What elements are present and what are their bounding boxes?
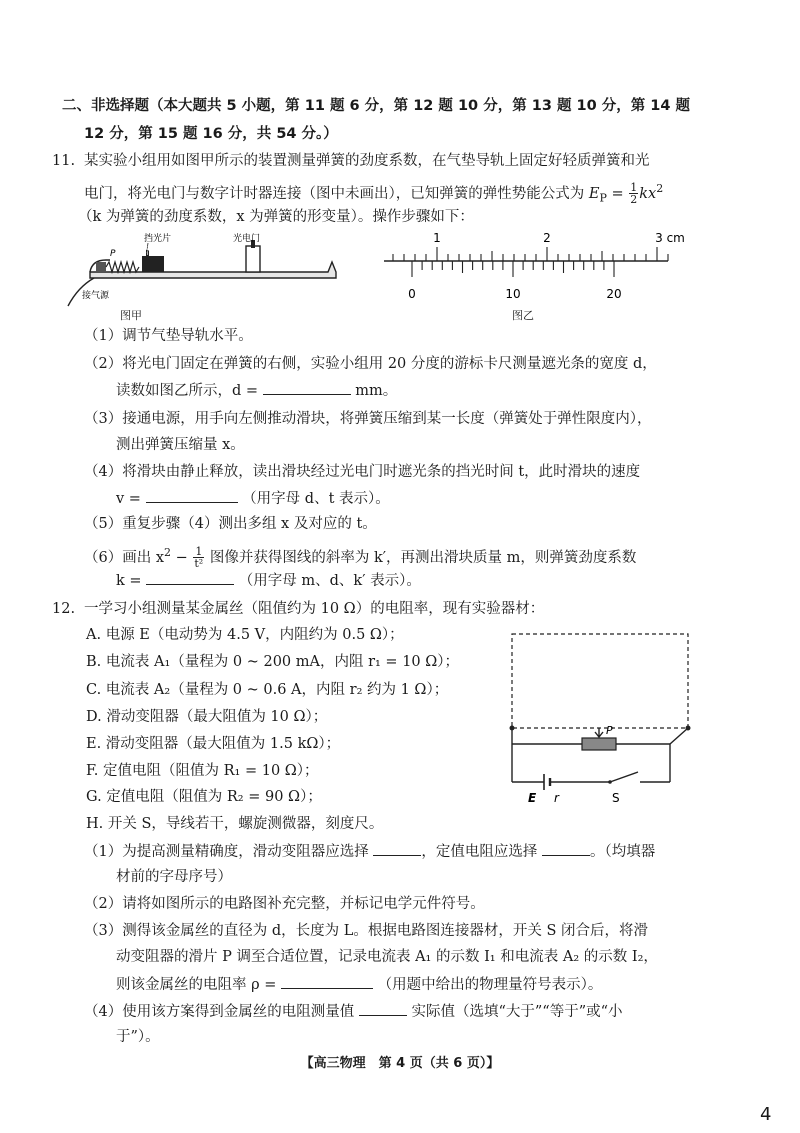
half-fraction <box>629 182 638 205</box>
q11-step2-text: 读数如图乙所示，d = <box>116 383 259 399</box>
main-scale-ticks <box>393 247 668 261</box>
frac-num: 1 <box>195 545 203 559</box>
label-air-source: 接气源 <box>82 291 110 301</box>
q11-intro-line3: （k 为弹簧的劲度系数，x 为弹簧的形变量）。操作步骤如下： <box>78 209 474 225</box>
figure-yi-caption: 图乙 <box>512 309 534 322</box>
q11-step6-line2 <box>116 570 421 591</box>
dashed-box <box>512 634 688 728</box>
label-circuit-r: r <box>554 791 559 805</box>
q12-part3-text: 则该金属丝的电阻率 ρ = <box>116 977 277 993</box>
q11-step2-line2 <box>116 380 397 401</box>
switch-blade <box>610 772 638 782</box>
answer-blank-rheostat[interactable] <box>373 841 421 856</box>
q12-part3-line3 <box>116 974 602 995</box>
q12-item-a: A. 电源 E（电动势为 4.5 V，内阻约为 0.5 Ω）； <box>86 627 404 643</box>
q12-item-g: G. 定值电阻（阻值为 R₂ = 90 Ω）； <box>86 789 322 805</box>
photogate <box>246 246 260 272</box>
q11-step2-unit: mm。 <box>355 383 398 399</box>
label-circuit-s: S <box>612 791 620 805</box>
inverse-t-squared-fraction <box>193 546 204 569</box>
answer-blank-compare[interactable] <box>359 1001 407 1016</box>
main-label-3: 3 cm <box>655 231 685 245</box>
frac-den: 2 <box>630 193 638 207</box>
figure-jia-caption: 图甲 <box>120 309 142 322</box>
q11-number: 11. <box>52 153 76 169</box>
q12-intro: 一学习小组测量某金属丝（阻值约为 10 Ω）的电阻率，现有实验器材： <box>84 601 545 617</box>
q11-step6-line1 <box>84 543 636 569</box>
answer-blank-rho[interactable] <box>281 974 373 989</box>
q11-intro-line1: 某实验小组用如图甲所示的装置测量弹簧的劲度系数，在气垫导轨上固定好轻质弹簧和光 <box>84 153 650 169</box>
q11-step4-line1: （4）将滑块由静止释放，读出滑块经过光电门时遮光条的挡光时间 t，此时滑块的速度 <box>84 464 641 480</box>
q12-part1-line2: 材前的字母序号） <box>116 869 232 885</box>
q11-step1: （1）调节气垫导轨水平。 <box>84 328 253 344</box>
label-shading-plate: 挡光片 <box>144 234 172 244</box>
q11-step2-line1: （2）将光电门固定在弹簧的右侧，实验小组用 20 分度的游标卡尺测量遮光条的宽度 d， <box>84 356 657 372</box>
q11-step4-hint: （用字母 d、t 表示）。 <box>242 491 390 507</box>
vernier-label-10: 10 <box>505 287 521 301</box>
vernier-label-20: 20 <box>606 287 622 301</box>
answer-blank-v[interactable] <box>146 488 238 503</box>
label-circuit-p: P <box>606 724 613 737</box>
q11-step5: （5）重复步骤（4）测出多组 x 及对应的 t。 <box>84 516 377 532</box>
slider <box>142 256 164 272</box>
section-heading-line2: 12 分，第 15 题 16 分，共 54 分。） <box>84 126 338 142</box>
slider-arrow <box>595 728 603 737</box>
kx-superscript: 2 <box>656 182 664 195</box>
q12-item-h: H. 开关 S，导线若干，螺旋测微器，刻度尺。 <box>86 816 384 832</box>
q11-step4-line2 <box>116 488 390 509</box>
q11-step6-text: （6）画出 x <box>84 549 165 566</box>
q12-item-f: F. 定值电阻（阻值为 R₁ = 10 Ω）； <box>86 763 319 779</box>
answer-blank-resistor[interactable] <box>542 841 590 856</box>
left-block <box>96 262 106 272</box>
q12-part1-text3: 。（均填器 <box>589 844 656 860</box>
q11-step3-line2: 测出弹簧压缩量 x。 <box>116 437 245 453</box>
main-label-2: 2 <box>543 231 551 245</box>
q12-part4-line2: 于”）。 <box>116 1029 160 1045</box>
q12-part3-line2: 动变阻器的滑片 P 调至合适位置，记录电流表 A₁ 的示数 I₁ 和电流表 A₂ 的示数 I₂， <box>116 949 658 965</box>
x-squared-superscript: 2 <box>164 546 172 559</box>
q12-part1-line1 <box>84 841 655 862</box>
equals-sign: = <box>611 185 624 202</box>
label-slider: 滑块 <box>146 247 165 257</box>
rheostat <box>582 738 616 750</box>
q12-part1-text: （1）为提高测量精确度，滑动变阻器应选择 <box>84 844 369 860</box>
answer-blank-d[interactable] <box>263 380 351 395</box>
label-circuit-e: E <box>528 791 537 805</box>
minus-sign: − <box>175 549 188 566</box>
q12-part2: （2）请将如图所示的电路图补充完整，并标记电学元件符号。 <box>84 896 485 912</box>
q11-step6-k: k = <box>116 573 142 589</box>
q12-part1-text2: ，定值电阻应选择 <box>421 844 538 860</box>
section-heading-line1: 二、非选择题（本大题共 5 小题，第 11 题 6 分，第 12 题 10 分，第 13 题 10 分，第 14 题 <box>62 98 691 114</box>
q11-step6-rest: 图像并获得图线的斜率为 k′，再测出滑块质量 m，则弹簧劲度系数 <box>209 549 637 566</box>
circuit-diagram <box>500 630 700 808</box>
q11-step6-hint: （用字母 m、d、k′ 表示）。 <box>238 573 421 589</box>
vernier-label-0: 0 <box>408 287 416 301</box>
q11-step3-line1: （3）接通电源，用手向左侧推动滑块，将弹簧压缩到某一长度（弹簧处于弹性限度内）， <box>84 411 652 427</box>
q12-item-b: B. 电流表 A₁（量程为 0 ~ 200 mA，内阻 r₁ = 10 Ω）； <box>86 654 460 670</box>
frac-den: t² <box>194 557 204 571</box>
ep-symbol: E <box>588 185 600 202</box>
answer-blank-k[interactable] <box>146 570 234 585</box>
q12-part4-text: （4）使用该方案得到金属丝的电阻测量值 <box>84 1004 355 1020</box>
label-p: P <box>110 249 116 259</box>
ep-subscript: P <box>599 191 607 205</box>
q12-item-c: C. 电流表 A₂（量程为 0 ~ 0.6 A，内阻 r₂ 约为 1 Ω）； <box>86 682 449 698</box>
label-photogate: 光电门 <box>233 234 261 244</box>
q11-intro-line2 <box>84 179 663 209</box>
vernier-scale-ticks <box>412 261 614 277</box>
q12-number: 12. <box>52 601 76 617</box>
wire-rheostat-up <box>670 728 688 744</box>
q11-intro-line2-text: 电门，将光电门与数字计时器连接（图中未画出），已知弹簧的弹性势能公式为 <box>84 185 585 202</box>
q11-step4-text: v = <box>116 491 141 507</box>
kx-symbol: kx <box>639 185 657 202</box>
q12-part4-line1 <box>84 1001 623 1022</box>
q12-part3-hint: （用题中给出的物理量符号表示）。 <box>377 977 603 993</box>
page-footer: 【高三物理 第 4 页（共 6 页）】 <box>300 1056 500 1071</box>
main-label-1: 1 <box>433 231 441 245</box>
q12-item-d: D. 滑动变阻器（最大阻值为 10 Ω）； <box>86 709 328 725</box>
frac-num: 1 <box>630 181 638 195</box>
page-number: 4 <box>760 1104 772 1125</box>
spring <box>106 262 139 272</box>
figure-jia-apparatus <box>60 232 345 322</box>
q12-part3-line1: （3）测得该金属丝的直径为 d，长度为 L。根据电路图连接器材，开关 S 闭合后，将滑 <box>84 923 649 939</box>
q12-part4-hint: 实际值（选填“大于”“等于”或“小 <box>411 1004 623 1020</box>
figure-yi-vernier-scale <box>372 228 692 303</box>
q12-item-e: E. 滑动变阻器（最大阻值为 1.5 kΩ）； <box>86 736 341 752</box>
